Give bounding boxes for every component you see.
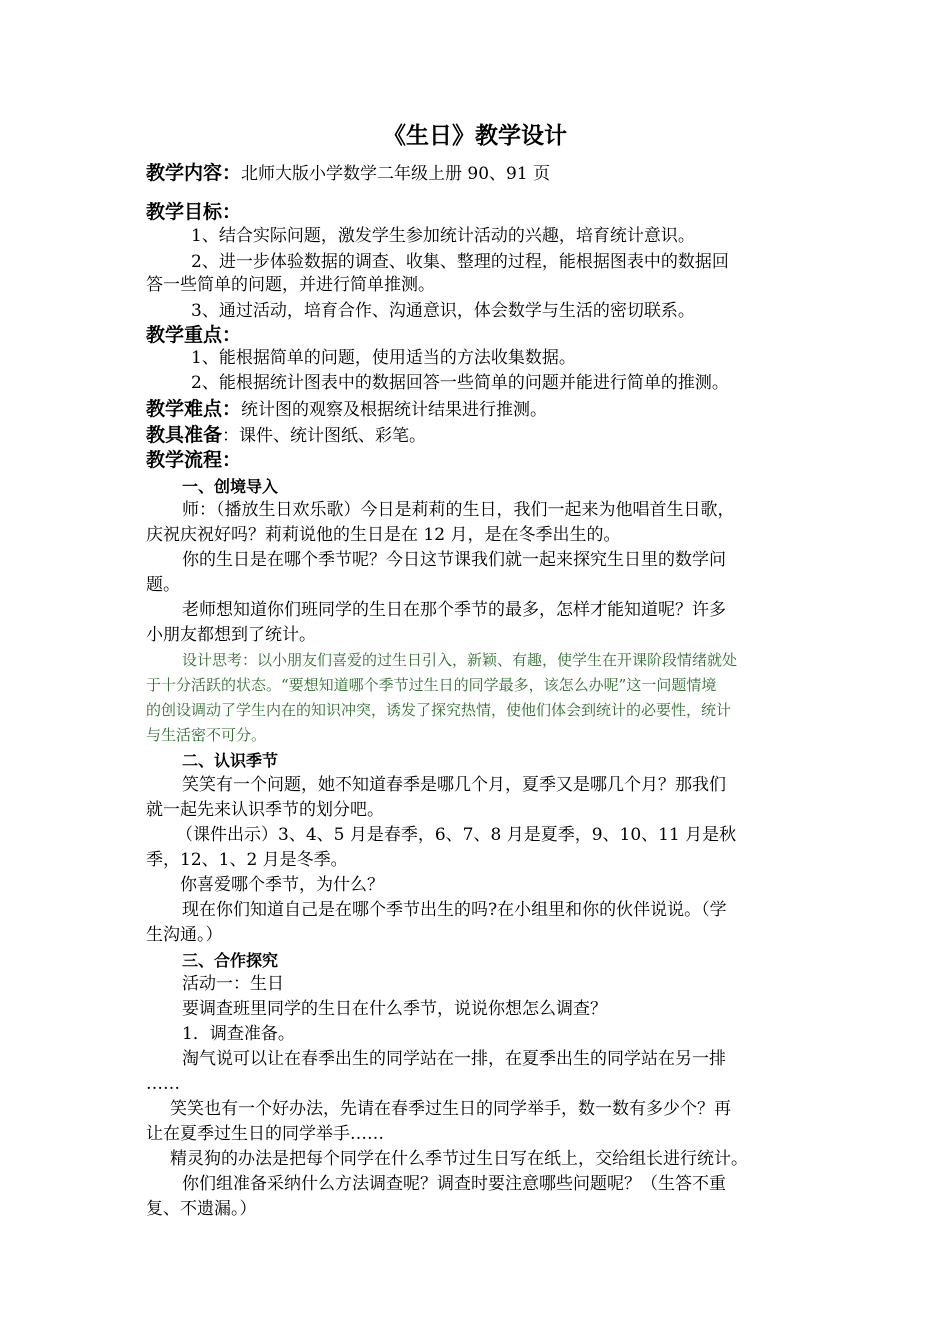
prep-row — [146, 423, 816, 449]
paragraph-line: （课件出示）3、4、5 月是春季，6、7、8 月是夏季，9、10、11 月是秋 — [176, 825, 737, 845]
goal-item: 3、通过活动，培育合作、沟通意识，体会数学与生活的密切联系。 — [191, 301, 695, 321]
design-note-line: 设计思考：以小朋友们喜爱的过生日引入，新颖、有趣，使学生在开课阶段情绪就处 — [182, 651, 738, 669]
paragraph-line: 老师想知道你们班同学的生日在那个季节的最多，怎样才能知道呢？许多 — [182, 600, 726, 620]
paragraph-line: 你喜爱哪个季节，为什么？ — [180, 875, 384, 895]
paragraph-line: 题。 — [146, 575, 180, 595]
paragraph-line: 师：（播放生日欢乐歌）今日是莉莉的生日，我们一起来为他唱首生日歌， — [182, 500, 735, 520]
content-text: 北师大版小学数学二年级上册 90、91 页 — [241, 164, 551, 184]
paragraph-line: 要调查班里同学的生日在什么季节，说说你想怎么调查？ — [182, 999, 607, 1019]
paragraph-line: 季，12、1、2 月是冬季。 — [146, 850, 348, 870]
prep-label: 教具准备 — [146, 424, 223, 446]
content-label: 教学内容： — [146, 162, 242, 184]
goal-item: 1、结合实际问题，激发学生参加统计活动的兴趣，培育统计意识。 — [191, 226, 695, 246]
goal-item: 2、进一步体验数据的调查、收集、整理的过程，能根据图表中的数据回 — [191, 252, 729, 272]
paragraph-line: 庆祝庆祝好吗？莉莉说他的生日是在 12 月，是在冬季出生的。 — [146, 525, 621, 545]
paragraph-line: 你们组准备采纳什么方法调查呢？调查时要注意哪些问题呢？（生答不重 — [182, 1174, 726, 1194]
section-heading: 一、创境导入 — [182, 477, 279, 496]
paragraph-line: 活动一：生日 — [182, 974, 284, 994]
key-point-item: 2、能根据统计图表中的数据回答一些简单的问题并能进行简单的推测。 — [191, 373, 729, 393]
prep-text: ：课件、统计图纸、彩笔。 — [222, 426, 427, 446]
section-heading: 三、合作探究 — [182, 951, 279, 970]
design-note-line: 与生活密不可分。 — [146, 726, 267, 744]
paragraph-line: …… — [146, 1074, 180, 1094]
goals-label: 教学目标： — [146, 201, 242, 223]
paragraph-line: 1．调查准备。 — [182, 1024, 295, 1044]
paragraph-line: 小朋友都想到了统计。 — [146, 625, 316, 645]
goal-item-continued: 答一些简单的问题，并进行简单推测。 — [146, 275, 435, 295]
difficulty-label: 教学难点： — [146, 398, 242, 420]
paragraph-line: 你的生日是在哪个季节呢？今日这节课我们就一起来探究生日里的数学问 — [182, 550, 726, 570]
page-title: 《生日》教学设计 — [383, 123, 567, 149]
paragraph-line: 生沟通。） — [146, 925, 223, 945]
paragraph-line: 让在夏季过生日的同学举手…… — [146, 1124, 384, 1144]
section-heading: 二、认识季节 — [182, 751, 279, 770]
design-note-line: 于十分活跃的状态。“要想知道哪个季节过生日的同学最多，该怎么办呢”这一问题情境 — [146, 676, 717, 694]
process-label: 教学流程： — [146, 449, 242, 471]
content-row — [146, 161, 816, 187]
paragraph-line: 笑笑有一个问题，她不知道春季是哪几个月，夏季又是哪几个月？那我们 — [182, 775, 726, 795]
paragraph-line: 就一起先来认识季节的划分吧。 — [146, 800, 384, 820]
key-points-label: 教学重点： — [146, 324, 242, 346]
paragraph-line: 复、不遗漏。） — [146, 1199, 257, 1219]
difficulty-row — [146, 397, 816, 423]
paragraph-line: 淘气说可以让在春季出生的同学站在一排，在夏季出生的同学站在另一排 — [182, 1049, 726, 1069]
difficulty-text: 统计图的观察及根据统计结果进行推测。 — [241, 400, 548, 420]
paragraph-line: 精灵狗的办法是把每个同学在什么季节过生日写在纸上，交给组长进行统计。 — [170, 1149, 748, 1169]
paragraph-line: 笑笑也有一个好办法，先请在春季过生日的同学举手，数一数有多少个？再 — [170, 1099, 731, 1119]
paragraph-line: 现在你们知道自己是在哪个季节出生的吗?在小组里和你的伙伴说说。（学 — [182, 900, 727, 920]
key-point-item: 1、能根据简单的问题，使用适当的方法收集数据。 — [191, 348, 576, 368]
design-note-line: 的创设调动了学生内在的知识冲突，诱发了探究热情，使他们体会到统计的必要性，统计 — [146, 701, 732, 719]
